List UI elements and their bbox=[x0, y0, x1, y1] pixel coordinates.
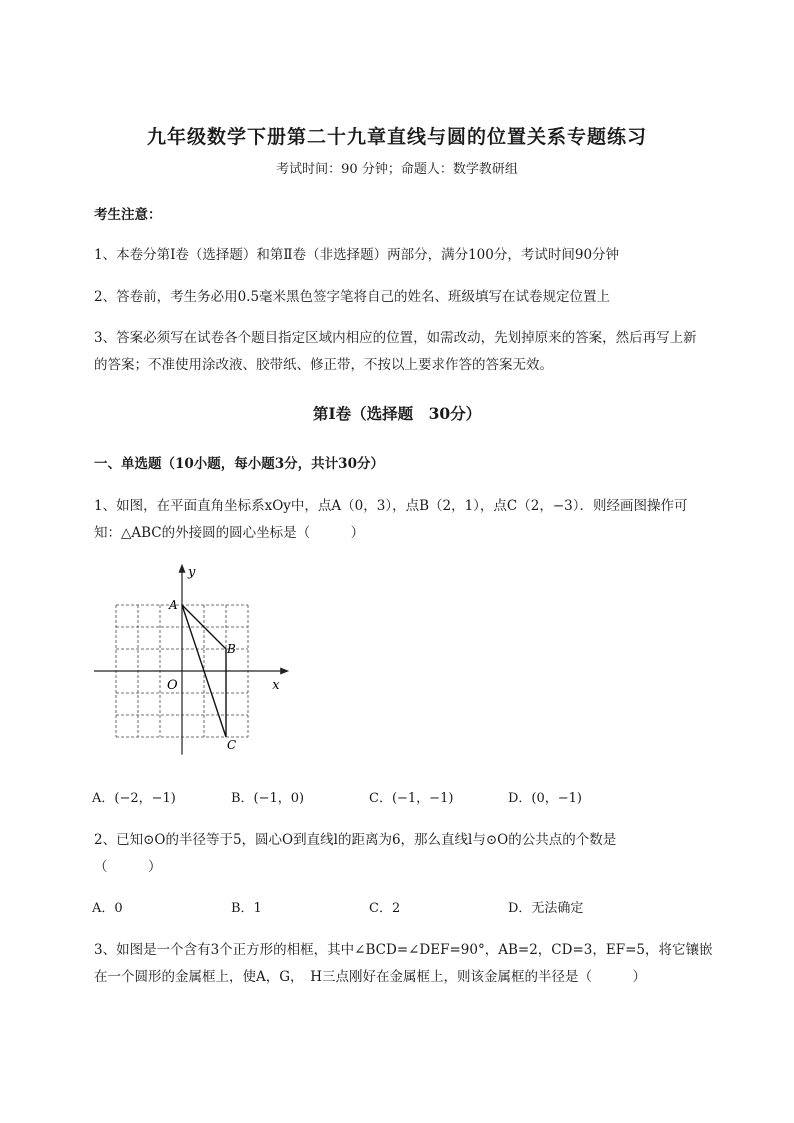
question-1-option-c[interactable]: C．(−1，−1) bbox=[369, 791, 454, 806]
question-1-option-b[interactable]: B．(−1，0) bbox=[231, 791, 305, 806]
question-2-line-1: 2、已知⊙O的半径等于5，圆心O到直线l的距离为6，那么直线l与⊙O的公共点的个数是 bbox=[94, 832, 617, 848]
axis-label-x: x bbox=[272, 678, 280, 693]
page-title: 九年级数学下册第二十九章直线与圆的位置关系专题练习 bbox=[146, 126, 647, 148]
notice-item-2: 2、答卷前，考生务必用0.5毫米黑色签字笔将自己的姓名、班级填写在试卷规定位置上 bbox=[94, 289, 611, 305]
question-2-option-b[interactable]: B．1 bbox=[231, 901, 262, 916]
notice-item-3-cont: 的答案；不准使用涂改液、胶带纸、修正带，不按以上要求作答的答案无效。 bbox=[94, 357, 553, 373]
notice-item-3: 3、答案必须写在试卷各个题目指定区域内相应的位置，如需改动，先划掉原来的答案，然后再写上新 bbox=[94, 330, 697, 346]
question-2-line-2: （ ） bbox=[94, 859, 162, 875]
section-title: 第Ⅰ卷（选择题 30分） bbox=[312, 404, 482, 423]
x-axis-arrow bbox=[280, 668, 289, 675]
exam-info: 考试时间：90 分钟；命题人：数学教研组 bbox=[276, 162, 518, 177]
question-1-option-a[interactable]: A．(−2，−1) bbox=[92, 791, 176, 806]
question-3-line-2: 在一个圆形的金属框上，使A，G， H三点刚好在金属框上，则该金属框的半径是（ ） bbox=[94, 969, 647, 985]
origin-label: O bbox=[167, 678, 178, 693]
point-label-a: A bbox=[169, 598, 178, 612]
question-2-option-d[interactable]: D．无法确定 bbox=[508, 901, 584, 916]
point-label-b: B bbox=[227, 642, 236, 656]
question-1-line-1: 1、如图，在平面直角坐标系xOy中，点A（0，3），点B（2，1），点C（2，−3）．则经画图操作可 bbox=[94, 498, 688, 514]
question-1-line-2: 知：△ABC的外接圆的圆心坐标是（ ） bbox=[94, 525, 365, 541]
notice-item-1: 1、本卷分第Ⅰ卷（选择题）和第Ⅱ卷（非选择题）两部分，满分100分，考试时间90分钟 bbox=[94, 247, 620, 263]
y-axis-arrow bbox=[179, 564, 186, 573]
question-2-option-a[interactable]: A．0 bbox=[92, 901, 123, 916]
question-2-option-c[interactable]: C．2 bbox=[369, 901, 401, 916]
coordinate-figure bbox=[90, 560, 295, 760]
notice-heading: 考生注意： bbox=[94, 207, 162, 223]
axis-label-y: y bbox=[188, 564, 196, 580]
question-3-line-1: 3、如图是一个含有3个正方形的相框，其中∠BCD=∠DEF=90°，AB=2，CD=3，EF=5，将它镶嵌 bbox=[94, 942, 713, 958]
axes bbox=[94, 564, 289, 755]
part-heading: 一、单选题（10小题，每小题3分，共计30分） bbox=[94, 456, 384, 472]
point-label-c: C bbox=[227, 738, 237, 752]
question-1-option-d[interactable]: D．(0，−1) bbox=[508, 791, 583, 806]
